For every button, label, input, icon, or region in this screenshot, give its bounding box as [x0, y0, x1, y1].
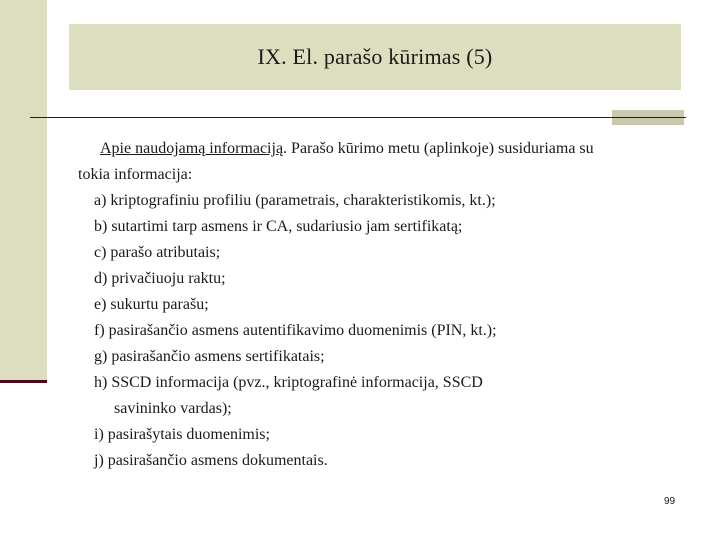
intro-underlined: Apie naudojamą informaciją — [100, 140, 284, 157]
list-item: c) parašo atributais; — [94, 244, 221, 261]
intro-text: . Parašo kūrimo metu (aplinkoje) susiduriama su — [283, 140, 594, 157]
intro-line-2: tokia informacija: — [78, 166, 193, 183]
list-item-continuation: savininko vardas); — [114, 400, 232, 417]
list-item: h) SSCD informacija (pvz., kriptografinė informacija, SSCD — [94, 374, 483, 391]
title-rule — [30, 117, 686, 118]
list-item: d) privačiuoju raktu; — [94, 270, 226, 287]
list-item: a) kriptografiniu profiliu (parametrais, charakteristikomis, kt.); — [94, 192, 496, 209]
list-item: i) pasirašytais duomenimis; — [94, 426, 270, 443]
list-item: f) pasirašančio asmens autentifikavimo duomenimis (PIN, kt.); — [94, 322, 497, 339]
slide-body — [78, 136, 688, 474]
list-item: j) pasirašančio asmens dokumentais. — [94, 452, 328, 469]
slide-title: IX. El. parašo kūrimas (5) — [257, 44, 493, 69]
list-item: g) pasirašančio asmens sertifikatais; — [94, 348, 325, 365]
list-item: b) sutartimi tarp asmens ir CA, sudariusio jam sertifikatą; — [94, 218, 463, 235]
list-item: e) sukurtu parašu; — [94, 296, 209, 313]
left-decor-bar — [0, 0, 47, 383]
left-decor-bar-cap — [0, 380, 47, 383]
intro-line — [78, 136, 688, 162]
page-number: 99 — [664, 496, 676, 507]
